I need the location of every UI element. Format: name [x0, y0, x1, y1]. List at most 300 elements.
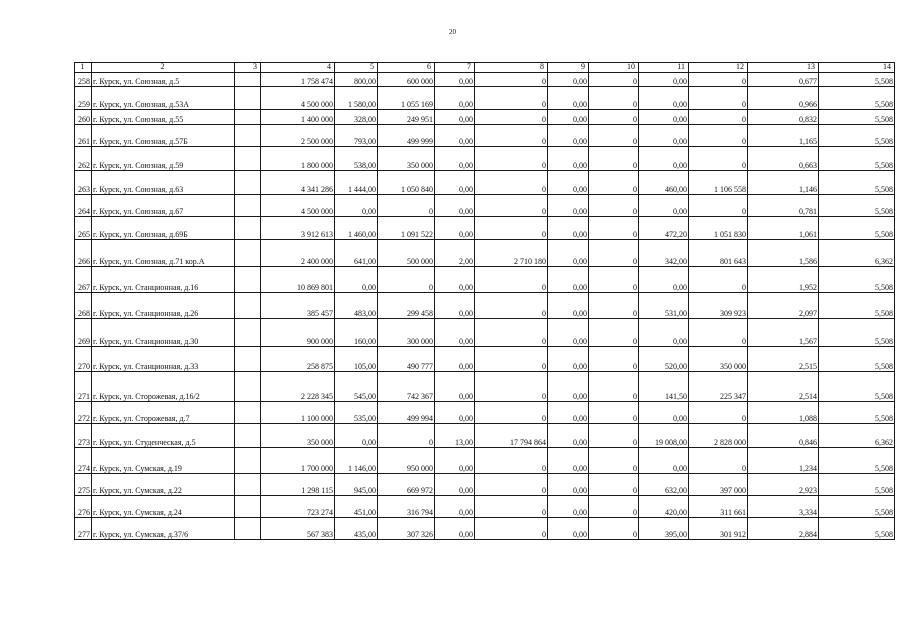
address-cell: г. Курск, ул. Сумская, д.37/6	[92, 518, 235, 540]
value-cell: 0	[589, 474, 639, 496]
value-cell: 141,50	[639, 372, 689, 402]
value-cell: 0,00	[548, 267, 589, 293]
value-cell: 316 794	[378, 496, 435, 518]
address-cell: г. Курск, ул. Сторожевая, д.16/2	[92, 372, 235, 402]
value-cell: 1,952	[748, 267, 819, 293]
address-cell: г. Курск, ул. Союзная, д.5	[92, 73, 235, 87]
value-cell: 225 347	[689, 372, 748, 402]
value-cell	[235, 240, 261, 267]
value-cell: 0,00	[435, 372, 475, 402]
value-cell: 2,884	[748, 518, 819, 540]
value-cell: 500 000	[378, 240, 435, 267]
value-cell: 0	[689, 319, 748, 347]
value-cell: 793,00	[335, 125, 378, 147]
value-cell: 0	[689, 195, 748, 217]
value-cell: 5,508	[819, 171, 895, 195]
value-cell: 0	[589, 171, 639, 195]
value-cell: 1 050 840	[378, 171, 435, 195]
value-cell: 0,00	[435, 217, 475, 240]
row-number-cell: 258	[75, 73, 92, 87]
value-cell: 0	[589, 217, 639, 240]
value-cell: 723 274	[261, 496, 335, 518]
value-cell: 0,00	[435, 87, 475, 110]
table-header-row	[75, 63, 895, 73]
value-cell: 301 912	[689, 518, 748, 540]
value-cell: 0,00	[435, 518, 475, 540]
column-header: 4	[261, 63, 335, 73]
row-number-cell: 263	[75, 171, 92, 195]
value-cell: 641,00	[335, 240, 378, 267]
row-number-cell: 266	[75, 240, 92, 267]
value-cell: 0,00	[548, 347, 589, 372]
column-header: 13	[748, 63, 819, 73]
value-cell: 0	[589, 293, 639, 319]
value-cell: 0	[689, 110, 748, 125]
value-cell: 0	[589, 518, 639, 540]
value-cell: 600 000	[378, 73, 435, 87]
value-cell: 0,00	[335, 424, 378, 448]
value-cell	[235, 195, 261, 217]
value-cell: 1 051 830	[689, 217, 748, 240]
value-cell: 342,00	[639, 240, 689, 267]
value-cell: 0	[475, 217, 548, 240]
address-cell: г. Курск, ул. Союзная, д.67	[92, 195, 235, 217]
value-cell: 567 383	[261, 518, 335, 540]
value-cell	[235, 73, 261, 87]
value-cell: 17 794 864	[475, 424, 548, 448]
value-cell: 395,00	[639, 518, 689, 540]
column-header: 12	[689, 63, 748, 73]
value-cell: 2,097	[748, 293, 819, 319]
value-cell	[235, 87, 261, 110]
value-cell: 0,00	[548, 448, 589, 474]
value-cell: 5,508	[819, 87, 895, 110]
address-cell: г. Курск, ул. Станционная, д.16	[92, 267, 235, 293]
data-table	[74, 62, 895, 540]
value-cell: 632,00	[639, 474, 689, 496]
value-cell: 5,508	[819, 110, 895, 125]
value-cell: 0	[589, 147, 639, 171]
value-cell: 0	[689, 73, 748, 87]
row-number-cell: 259	[75, 87, 92, 110]
address-cell: г. Курск, ул. Студенческая, д.5	[92, 424, 235, 448]
value-cell: 3,334	[748, 496, 819, 518]
value-cell: 0,00	[548, 319, 589, 347]
value-cell: 4 341 286	[261, 171, 335, 195]
value-cell: 0	[475, 518, 548, 540]
value-cell: 299 458	[378, 293, 435, 319]
address-cell: г. Курск, ул. Станционная, д.30	[92, 319, 235, 347]
value-cell: 0	[475, 171, 548, 195]
table-row	[75, 217, 895, 240]
value-cell: 1 400 000	[261, 110, 335, 125]
value-cell: 5,508	[819, 347, 895, 372]
value-cell: 0	[475, 73, 548, 87]
value-cell: 0,00	[639, 267, 689, 293]
value-cell	[235, 448, 261, 474]
value-cell: 669 972	[378, 474, 435, 496]
value-cell: 0	[475, 293, 548, 319]
value-cell: 0,00	[639, 448, 689, 474]
value-cell: 2,923	[748, 474, 819, 496]
value-cell: 0,00	[548, 125, 589, 147]
value-cell: 0,00	[548, 372, 589, 402]
value-cell: 0	[475, 448, 548, 474]
value-cell: 1 758 474	[261, 73, 335, 87]
value-cell	[235, 110, 261, 125]
table-row	[75, 448, 895, 474]
value-cell: 5,508	[819, 474, 895, 496]
value-cell	[235, 424, 261, 448]
value-cell: 0,677	[748, 73, 819, 87]
table-row	[75, 424, 895, 448]
value-cell: 160,00	[335, 319, 378, 347]
value-cell	[235, 147, 261, 171]
column-header: 10	[589, 63, 639, 73]
column-header: 11	[639, 63, 689, 73]
value-cell: 10 869 801	[261, 267, 335, 293]
value-cell: 350 000	[689, 347, 748, 372]
column-header: 1	[75, 63, 92, 73]
value-cell: 258 875	[261, 347, 335, 372]
value-cell: 0,00	[435, 474, 475, 496]
row-number-cell: 265	[75, 217, 92, 240]
column-header: 3	[235, 63, 261, 73]
value-cell: 0	[689, 87, 748, 110]
value-cell: 0	[378, 424, 435, 448]
address-cell: г. Курск, ул. Сумская, д.19	[92, 448, 235, 474]
value-cell: 420,00	[639, 496, 689, 518]
table-row	[75, 125, 895, 147]
value-cell: 1 700 000	[261, 448, 335, 474]
page-number: 20	[449, 28, 456, 36]
value-cell: 945,00	[335, 474, 378, 496]
value-cell: 0,00	[335, 267, 378, 293]
value-cell: 0	[589, 125, 639, 147]
value-cell: 350 000	[378, 147, 435, 171]
value-cell	[235, 293, 261, 319]
value-cell: 801 643	[689, 240, 748, 267]
value-cell: 0	[589, 496, 639, 518]
value-cell: 1 055 169	[378, 87, 435, 110]
value-cell: 1 580,00	[335, 87, 378, 110]
value-cell	[235, 518, 261, 540]
value-cell: 328,00	[335, 110, 378, 125]
value-cell: 435,00	[335, 518, 378, 540]
column-header: 8	[475, 63, 548, 73]
value-cell: 6,362	[819, 424, 895, 448]
value-cell: 0	[589, 347, 639, 372]
row-number-cell: 272	[75, 402, 92, 424]
value-cell	[235, 402, 261, 424]
value-cell: 1,234	[748, 448, 819, 474]
row-number-cell: 277	[75, 518, 92, 540]
value-cell: 0,846	[748, 424, 819, 448]
value-cell: 0,00	[435, 147, 475, 171]
table-row	[75, 87, 895, 110]
value-cell: 1 298 115	[261, 474, 335, 496]
value-cell: 2,514	[748, 372, 819, 402]
value-cell: 0,00	[435, 448, 475, 474]
row-number-cell: 260	[75, 110, 92, 125]
value-cell: 0,00	[548, 424, 589, 448]
value-cell: 5,508	[819, 372, 895, 402]
value-cell: 5,508	[819, 518, 895, 540]
value-cell: 0	[589, 195, 639, 217]
value-cell: 0,00	[548, 87, 589, 110]
value-cell: 0,00	[639, 147, 689, 171]
address-cell: г. Курск, ул. Сумская, д.24	[92, 496, 235, 518]
table-row	[75, 171, 895, 195]
row-number-cell: 267	[75, 267, 92, 293]
value-cell: 2,515	[748, 347, 819, 372]
value-cell: 5,508	[819, 147, 895, 171]
value-cell: 0,00	[548, 402, 589, 424]
value-cell: 0,00	[548, 240, 589, 267]
value-cell: 0	[475, 147, 548, 171]
value-cell: 0	[378, 195, 435, 217]
value-cell: 309 923	[689, 293, 748, 319]
table-row	[75, 319, 895, 347]
column-header: 2	[92, 63, 235, 73]
column-header: 9	[548, 63, 589, 73]
value-cell: 0	[475, 319, 548, 347]
value-cell: 0,00	[435, 125, 475, 147]
value-cell: 0,00	[548, 293, 589, 319]
value-cell: 0,00	[435, 402, 475, 424]
value-cell: 0	[589, 372, 639, 402]
row-number-cell: 276	[75, 496, 92, 518]
value-cell: 0,00	[639, 402, 689, 424]
table-row	[75, 195, 895, 217]
row-number-cell: 270	[75, 347, 92, 372]
value-cell: 1 106 558	[689, 171, 748, 195]
row-number-cell: 268	[75, 293, 92, 319]
value-cell: 0,00	[548, 73, 589, 87]
value-cell: 385 457	[261, 293, 335, 319]
value-cell: 1,586	[748, 240, 819, 267]
value-cell: 1,567	[748, 319, 819, 347]
value-cell: 0	[589, 110, 639, 125]
value-cell: 0,00	[435, 496, 475, 518]
value-cell	[235, 267, 261, 293]
value-cell: 5,508	[819, 267, 895, 293]
value-cell: 0,00	[548, 147, 589, 171]
value-cell: 0,832	[748, 110, 819, 125]
value-cell: 0	[589, 240, 639, 267]
value-cell: 483,00	[335, 293, 378, 319]
value-cell: 1 146,00	[335, 448, 378, 474]
value-cell: 1,088	[748, 402, 819, 424]
address-cell: г. Курск, ул. Союзная, д.69Б	[92, 217, 235, 240]
value-cell	[235, 347, 261, 372]
address-cell: г. Курск, ул. Станционная, д.26	[92, 293, 235, 319]
value-cell: 545,00	[335, 372, 378, 402]
value-cell: 538,00	[335, 147, 378, 171]
value-cell	[235, 217, 261, 240]
value-cell: 520,00	[639, 347, 689, 372]
row-number-cell: 262	[75, 147, 92, 171]
value-cell: 0	[475, 125, 548, 147]
value-cell: 0,00	[548, 217, 589, 240]
address-cell: г. Курск, ул. Сумская, д.22	[92, 474, 235, 496]
value-cell: 397 000	[689, 474, 748, 496]
column-header: 5	[335, 63, 378, 73]
value-cell: 460,00	[639, 171, 689, 195]
value-cell: 0,00	[639, 125, 689, 147]
value-cell: 0	[689, 147, 748, 171]
value-cell: 0	[475, 195, 548, 217]
value-cell: 1 460,00	[335, 217, 378, 240]
value-cell: 13,00	[435, 424, 475, 448]
value-cell: 0	[689, 402, 748, 424]
value-cell: 0	[689, 125, 748, 147]
value-cell: 900 000	[261, 319, 335, 347]
value-cell: 5,508	[819, 319, 895, 347]
value-cell: 0	[589, 319, 639, 347]
table-row	[75, 110, 895, 125]
value-cell: 0,00	[548, 474, 589, 496]
value-cell: 0	[589, 267, 639, 293]
value-cell: 0	[475, 402, 548, 424]
value-cell: 490 777	[378, 347, 435, 372]
value-cell: 5,508	[819, 125, 895, 147]
value-cell: 1 091 522	[378, 217, 435, 240]
value-cell: 0	[475, 474, 548, 496]
value-cell: 2,00	[435, 240, 475, 267]
value-cell	[235, 496, 261, 518]
value-cell: 6,362	[819, 240, 895, 267]
value-cell: 0	[589, 448, 639, 474]
table-row	[75, 518, 895, 540]
value-cell: 105,00	[335, 347, 378, 372]
value-cell: 0	[475, 110, 548, 125]
value-cell: 311 661	[689, 496, 748, 518]
column-header: 7	[435, 63, 475, 73]
value-cell: 0	[475, 372, 548, 402]
value-cell: 0	[589, 73, 639, 87]
table-row	[75, 147, 895, 171]
value-cell: 0,00	[639, 73, 689, 87]
column-header: 6	[378, 63, 435, 73]
value-cell: 1,061	[748, 217, 819, 240]
value-cell: 5,508	[819, 496, 895, 518]
address-cell: г. Курск, ул. Союзная, д.63	[92, 171, 235, 195]
table-row	[75, 240, 895, 267]
value-cell: 0,00	[435, 319, 475, 347]
address-cell: г. Курск, ул. Союзная, д.59	[92, 147, 235, 171]
value-cell	[235, 474, 261, 496]
value-cell: 0,00	[335, 195, 378, 217]
value-cell	[235, 319, 261, 347]
value-cell: 0	[378, 267, 435, 293]
value-cell: 1 444,00	[335, 171, 378, 195]
value-cell: 1 100 000	[261, 402, 335, 424]
value-cell: 1,146	[748, 171, 819, 195]
value-cell: 742 367	[378, 372, 435, 402]
value-cell: 4 500 000	[261, 87, 335, 110]
value-cell: 5,508	[819, 73, 895, 87]
value-cell: 0,663	[748, 147, 819, 171]
value-cell: 5,508	[819, 195, 895, 217]
value-cell: 0,00	[548, 171, 589, 195]
value-cell: 0,00	[435, 267, 475, 293]
row-number-cell: 275	[75, 474, 92, 496]
value-cell: 451,00	[335, 496, 378, 518]
value-cell: 2 710 180	[475, 240, 548, 267]
value-cell: 472,20	[639, 217, 689, 240]
row-number-cell: 273	[75, 424, 92, 448]
row-number-cell: 269	[75, 319, 92, 347]
value-cell: 0,966	[748, 87, 819, 110]
value-cell: 19 008,00	[639, 424, 689, 448]
table-row	[75, 496, 895, 518]
table-row	[75, 293, 895, 319]
value-cell: 2 228 345	[261, 372, 335, 402]
value-cell: 950 000	[378, 448, 435, 474]
row-number-cell: 271	[75, 372, 92, 402]
value-cell: 350 000	[261, 424, 335, 448]
value-cell: 5,508	[819, 217, 895, 240]
value-cell: 0,00	[548, 110, 589, 125]
value-cell	[235, 372, 261, 402]
value-cell: 1,165	[748, 125, 819, 147]
value-cell	[235, 125, 261, 147]
value-cell: 0,781	[748, 195, 819, 217]
address-cell: г. Курск, ул. Сторожевая, д.7	[92, 402, 235, 424]
value-cell: 5,508	[819, 293, 895, 319]
value-cell: 0,00	[639, 195, 689, 217]
value-cell: 0,00	[548, 518, 589, 540]
value-cell: 5,508	[819, 448, 895, 474]
value-cell: 499 999	[378, 125, 435, 147]
value-cell: 531,00	[639, 293, 689, 319]
value-cell: 0	[475, 496, 548, 518]
value-cell: 535,00	[335, 402, 378, 424]
column-header: 14	[819, 63, 895, 73]
address-cell: г. Курск, ул. Союзная, д.53А	[92, 87, 235, 110]
value-cell: 0	[589, 424, 639, 448]
value-cell: 0	[475, 87, 548, 110]
value-cell: 0	[475, 267, 548, 293]
address-cell: г. Курск, ул. Союзная, д.55	[92, 110, 235, 125]
value-cell: 0	[689, 448, 748, 474]
address-cell: г. Курск, ул. Союзная, д.57Б	[92, 125, 235, 147]
table-row	[75, 267, 895, 293]
value-cell: 2 400 000	[261, 240, 335, 267]
table-row	[75, 474, 895, 496]
value-cell: 800,00	[335, 73, 378, 87]
value-cell: 0,00	[435, 293, 475, 319]
value-cell: 0,00	[548, 195, 589, 217]
value-cell: 0,00	[639, 87, 689, 110]
value-cell: 0,00	[435, 347, 475, 372]
value-cell	[235, 171, 261, 195]
value-cell: 499 994	[378, 402, 435, 424]
row-number-cell: 261	[75, 125, 92, 147]
table-row	[75, 347, 895, 372]
value-cell: 0	[589, 402, 639, 424]
value-cell: 300 000	[378, 319, 435, 347]
value-cell: 0,00	[435, 73, 475, 87]
address-cell: г. Курск, ул. Союзная, д.71 кор.А	[92, 240, 235, 267]
row-number-cell: 274	[75, 448, 92, 474]
value-cell: 0,00	[639, 319, 689, 347]
value-cell: 3 912 613	[261, 217, 335, 240]
value-cell: 307 326	[378, 518, 435, 540]
value-cell: 0	[475, 347, 548, 372]
value-cell: 0,00	[639, 110, 689, 125]
